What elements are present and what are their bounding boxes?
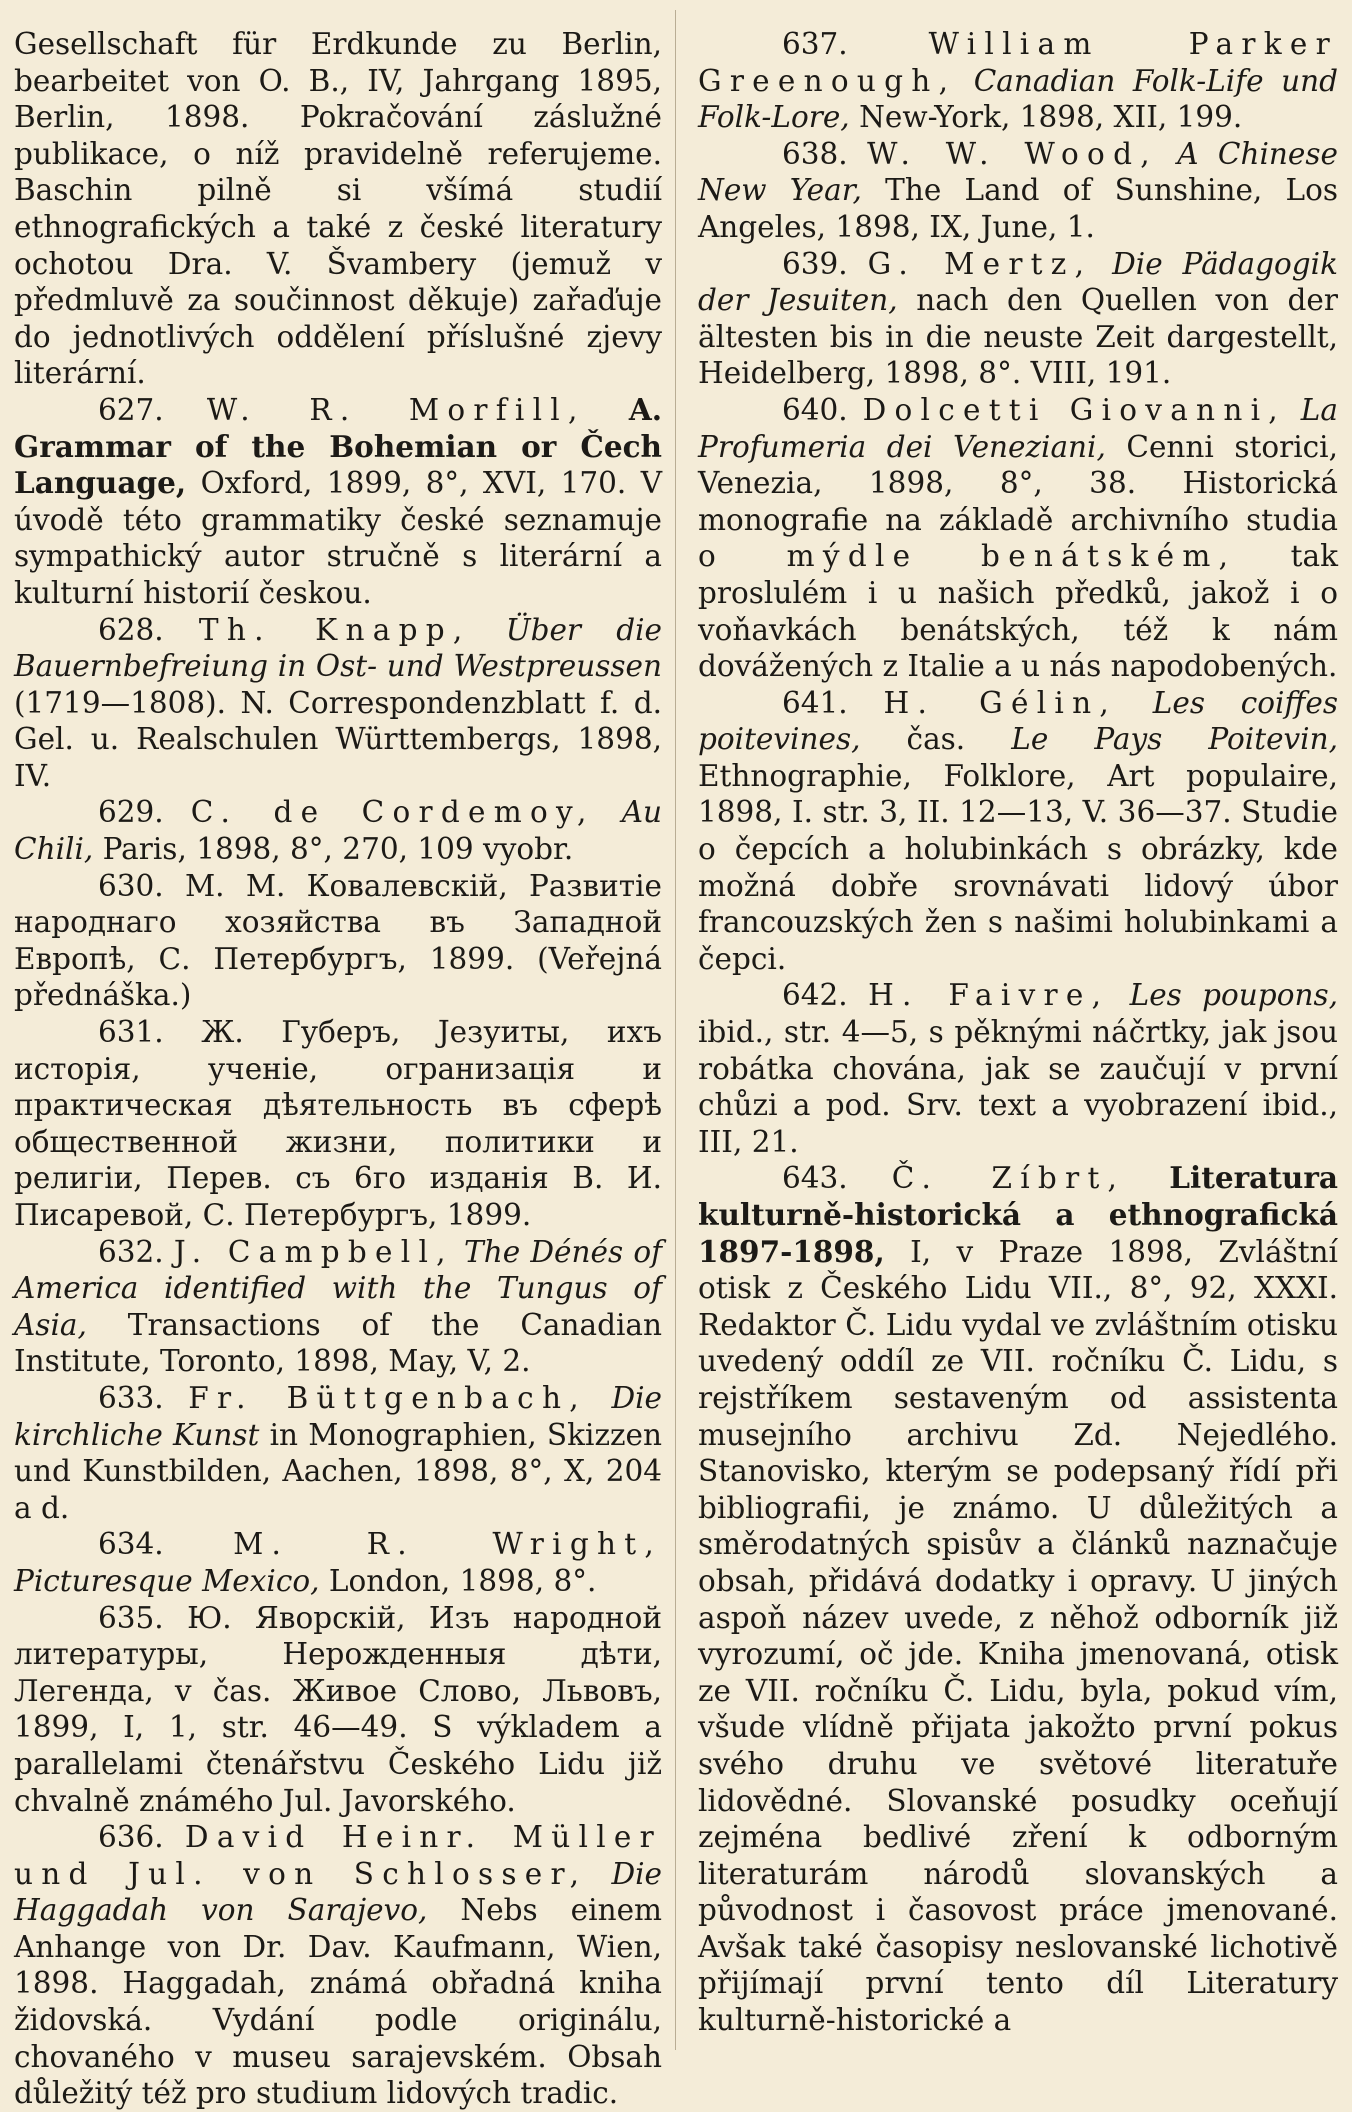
entry-638: 638. W. W. Wood, A Chinese New Year, The Land of Sunshine, Los Angeles, 1898, IX, June, 1. (698, 136, 1338, 244)
entry-636: 636. David Heinr. Müller und Jul. von Schlosser, Die Haggadah von Sarajevo, Nebs einem Anhange von Dr. Dav. Kaufmann, Wien, 1898. Haggadah, známá obřadná kniha židovská. Vydání podle originálu, chovaného v museu sarajevském. Obsah důležitý též pro studium lidových tradic. (14, 1820, 662, 2111)
entry-628: 628. Th. Knapp, Über die Bauernbefreiung in Ost- und Westpreussen (1719—1808). N. Correspondenzblatt f. d. Gel. u. Realschulen Württembergs, 1898, IV. (14, 612, 662, 793)
left-column (14, 26, 662, 2111)
entry-641: 641. H. Gélin, Les coiffes poitevines, čas. Le Pays Poitevin, Ethnographie, Folklore, Art populaire, 1898, I. str. 3, II. 12—13, V. 36—37. Studie o čepcích a holubinkách s obrázky, kde možná dobře srovnávati lidový úbor francouzských žen s našimi holubinkami a čepci. (698, 685, 1338, 976)
entry-634: 634. M. R. Wright, Picturesque Mexico, London, 1898, 8°. (14, 1527, 662, 1598)
entry-635: 635. Ю. Яворскій, Изъ народной литературы, Нерожденныя дѣти, Легенда, v čas. Живое Слово, Львовъ, 1899, I, 1, str. 46—49. S výkladem a parallelami čtenářstvu Českého Lidu již chvalně známého Jul. Javorského. (14, 1600, 662, 1818)
entry-640: 640. Dolcetti Giovanni, La Profumeria dei Veneziani, Cenni storici, Venezia, 1898, 8°, 38. Historická monografie na základě archivního studia o mýdle benátském, tak proslulém i u našich předků, jakož i o voňavkách benátských, též k nám dovážených z Italie a u nás napodobených. (698, 392, 1338, 684)
entry-639: 639. G. Mertz, Die Pädagogik der Jesuiten, nach den Quellen von der ältesten bis in die neuste Zeit dargestellt, Heidelberg, 1898, 8°. VIII, 191. (698, 246, 1338, 391)
entry-637: 637. William Parker Greenough, Canadian Folk-Life und Folk-Lore, New-York, 1898, XII, 199. (698, 27, 1338, 135)
entry-631: 631. Ж. Губеръ, Језуиты, ихъ исторія, ученіе, огранизація и практическая дѣятельность въ сферѣ общественной жизни, политики и религіи, Перев. съ 6го изданія В. И. Писаревой, С. Петербургъ, 1899. (14, 1015, 662, 1232)
entry-642: 642. H. Faivre, Les poupons, ibid., str. 4—5, s pěknými náčrtky, jak jsou robátka chována, jak se zaučují v první chůzi a pod. Srv. text a vyobrazení ibid., III, 21. (698, 978, 1338, 1159)
entry-630: 630. М. М. Ковалевскій, Развитіе народнаго хозяйства въ Западной Европѣ, С. Петербургъ, 1899. (Veřejná přednáška.) (14, 868, 662, 1013)
right-column (698, 26, 1338, 2058)
entry-643: 643. Č. Zíbrt, Literatura kulturně-historická a ethnografická 1897-1898, I, v Praze 1898, Zvláštní otisk z Českého Lidu VII., 8°, 92, XXXI. Redaktor Č. Lidu vydal ve zvláštním otisku uvedený oddíl ze VII. ročníku Č. Lidu, s rejstříkem sestaveným od assistenta musejního archivu Zd. Nejedlého. Stanovisko, kterým se podepsaný řídí při bibliografii, je známo. U důležitých a směrodatných spisův a článků naznačuje obsah, přidává dodatky i opravy. U jiných aspoň název uvede, z něhož odborník již vyrozumí, oč jde. Kniha jmenovaná, otisk ze VII. ročníku Č. Lidu, byla, pokud vím, všude vlídně přijata jakožto první pokus svého druhu ve světové literatuře lidovědné. Slovanské posudky oceňují zejména bedlivé zření k odborným literaturám národů slovanských a původnost i časovost práce jmenované. Avšak také časopisy neslovanské lichotivě přijímají první tento díl Literatury kulturně-historické a (698, 1160, 1338, 2038)
entry-629: 629. C. de Cordemoy, Au Chili, Paris, 1898, 8°, 270, 109 vyobr. (14, 795, 662, 867)
intro-paragraph: Gesellschaft für Erdkunde zu Berlin, bearbeitet von O. B., IV, Jahrgang 1895, Berlin, 1898. Pokračování záslužné publikace, o níž pravidelně referujeme. Baschin pilně si všímá studií ethnografických a také z české literatury ochotou Dra. V. Švambery (jemuž v předmluvě za součinnost děkuje) zařaďuje do jednotlivých oddělení příslušné zjevy literární. (14, 27, 662, 391)
column-divider (675, 10, 676, 2050)
entry-632: 632. J. Campbell, The Dénés of America identified with the Tungus of Asia, Transactions of the Canadian Institute, Toronto, 1898, May, V, 2. (14, 1234, 662, 1379)
entry-627: 627. W. R. Morfill, A. Grammar of the Bohemian or Čech Language, Oxford, 1899, 8°, XVI, 170. V úvodě této grammatiky české seznamuje sympathický autor stručně s literární a kulturní historií českou. (14, 391, 662, 610)
entry-633: 633. Fr. Büttgenbach, Die kirchliche Kunst in Monographien, Skizzen und Kunstbilden, Aachen, 1898, 8°, X, 204 a d. (14, 1380, 662, 1525)
